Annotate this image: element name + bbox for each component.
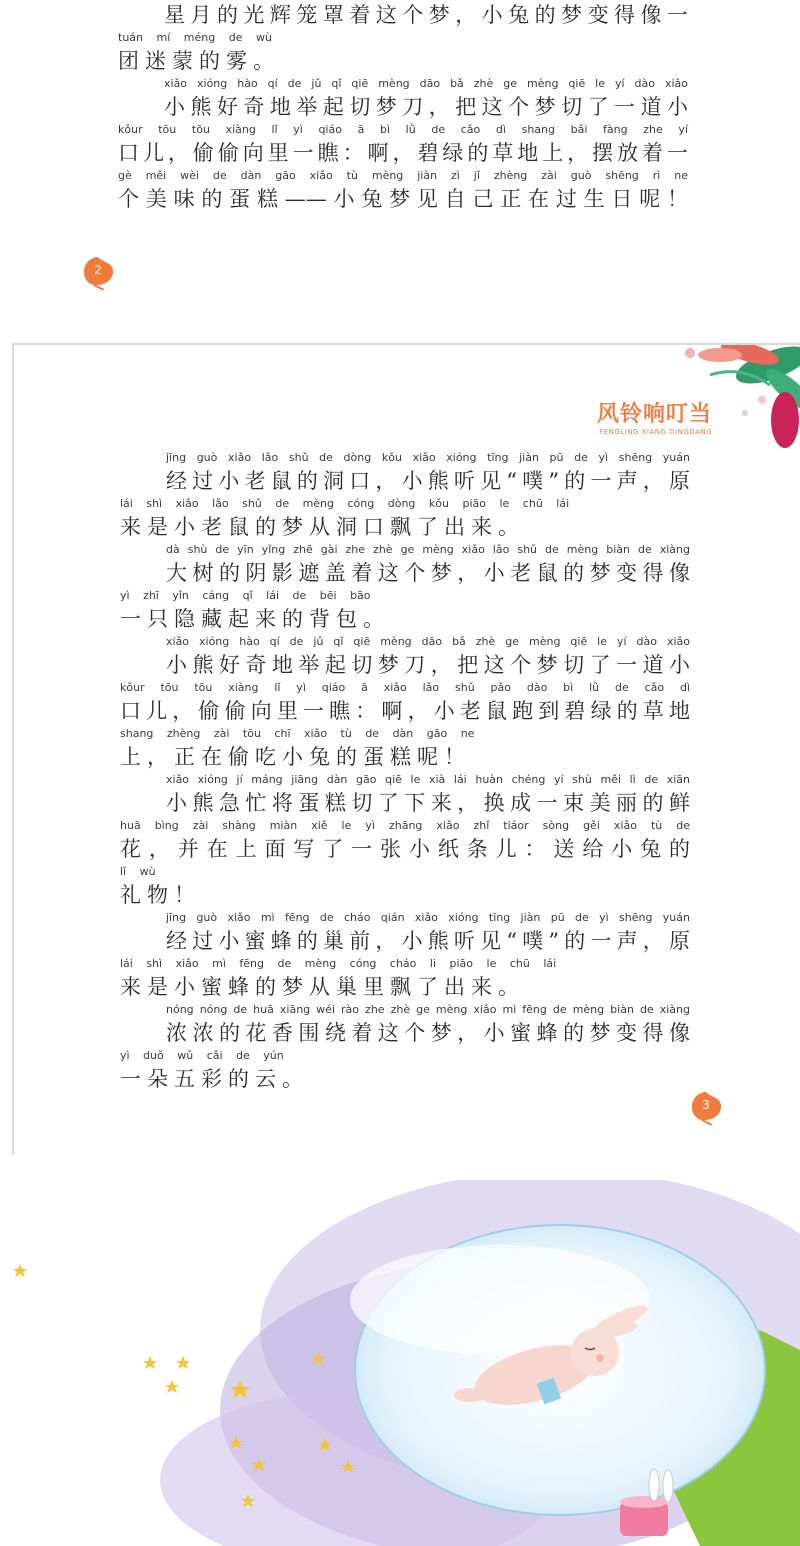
hanzi-line: 口儿，偷偷向里一瞧：啊，小老鼠跑到碧绿的草地 [120, 699, 690, 723]
pinyin-line: xiǎo xióng jí máng jiāng dàn gāo qiē le xià lái huàn chéng yí shù měi lì de xiān [166, 773, 690, 786]
page-4-illustration [0, 1180, 800, 1546]
text-line [120, 679, 690, 725]
pinyin-line: nóng nóng de huā xiāng wéi rào zhe zhè ge mèng xiǎo mì fēng de mèng biàn de xiàng [166, 1003, 690, 1016]
hanzi-line: 浓浓的花香围绕着这个梦，小蜜蜂的梦变得像 [166, 1021, 690, 1045]
text-line [120, 633, 690, 679]
pinyin-line: kǒur tōu tōu xiàng lǐ yì qiáo ā xiǎo lǎo shǔ pǎo dào bì lǜ de cǎo dì [120, 681, 690, 694]
pinyin-line: dà shù de yīn yǐng zhē gài zhe zhè ge mèng xiǎo lǎo shǔ de mèng biàn de xiàng [166, 543, 690, 556]
pinyin-line: huā bìng zài shàng miàn xiě le yì zhāng xiǎo zhǐ tiáor sòng gěi xiǎo tù de [120, 819, 690, 832]
brand-title: 风铃响叮当 [596, 402, 712, 427]
text-line [120, 541, 690, 587]
hanzi-line: 团迷蒙的雾。 [118, 49, 280, 73]
hanzi-line: 小熊好奇地举起切梦刀，把这个梦切了一道小 [166, 653, 690, 677]
pinyin-line: xiǎo xióng hào qí de jǔ qǐ qiē mèng dāo bǎ zhè ge mèng qiē le yí dào xiǎo [164, 77, 688, 90]
pinyin-line: lǐ wù [120, 865, 156, 878]
brand-logo [597, 397, 712, 436]
text-line [120, 1047, 690, 1093]
page-number: 3 [702, 1098, 710, 1112]
hanzi-line: 上，正在偷吃小兔的蛋糕呢！ [120, 745, 471, 769]
pinyin-line: yì zhī yǐn cáng qǐ lái de bēi bāo [120, 589, 371, 602]
hanzi-line: 来是小蜜蜂的梦从巢里飘了出来。 [120, 975, 525, 999]
pinyin-line: lái shì xiǎo mì fēng de mèng cóng cháo li piāo le chū lái [120, 957, 557, 970]
text-line [120, 955, 690, 1001]
page-3-text [120, 449, 690, 1093]
page-number: 2 [94, 263, 102, 277]
text-line [118, 121, 688, 167]
pinyin-line: gè měi wèi de dàn gāo xiǎo tù mèng jiàn zì jǐ zhèng zài guò shēng rì ne [118, 169, 688, 182]
page-number-leaf [688, 1089, 724, 1125]
hanzi-line: 星月的光辉笼罩着这个梦，小兔的梦变得像一 [164, 3, 688, 27]
hanzi-line: 一只隐藏起来的背包。 [120, 607, 390, 631]
text-line [118, 167, 688, 213]
pinyin-line: shang zhèng zài tōu chī xiǎo tù de dàn gāo ne [120, 727, 475, 740]
page-2 [0, 0, 800, 318]
hanzi-line: 经过小蜜蜂的巢前，小熊听见“噗”的一声，原 [166, 929, 690, 953]
hanzi-line: 小熊急忙将蛋糕切了下来，换成一束美丽的鲜 [166, 791, 690, 815]
hanzi-line: 花，并在上面写了一张小纸条儿：送给小兔的 [120, 837, 690, 861]
sleeping-bunny-illustration [0, 1180, 800, 1546]
text-line [120, 587, 690, 633]
text-line [120, 771, 690, 817]
pinyin-line: xiǎo xióng hào qí de jǔ qǐ qiē mèng dāo bǎ zhè ge mèng qiē le yí dào xiǎo [166, 635, 690, 648]
text-line [120, 863, 690, 909]
text-line [120, 449, 690, 495]
text-line [118, 29, 688, 75]
text-line [120, 817, 690, 863]
page-2-text [118, 0, 688, 213]
hanzi-line: 来是小老鼠的梦从洞口飘了出来。 [120, 515, 525, 539]
pinyin-line: yì duǒ wǔ cǎi de yún [120, 1049, 284, 1062]
text-line [120, 495, 690, 541]
text-line [120, 725, 690, 771]
page-number-leaf [80, 254, 116, 290]
pinyin-line: kǒur tōu tōu xiàng lǐ yì qiáo ā bì lǜ de cǎo dì shang bǎi fàng zhe yí [118, 123, 688, 136]
hanzi-line: 个美味的蛋糕——小兔梦见自己正在过生日呢！ [118, 187, 688, 211]
page-3 [12, 343, 800, 1155]
hanzi-line: 口儿，偷偷向里一瞧：啊，碧绿的草地上，摆放着一 [118, 141, 688, 165]
hanzi-line: 小熊好奇地举起切梦刀，把这个梦切了一道小 [164, 95, 688, 119]
pinyin-line: jīng guò xiǎo lǎo shǔ de dòng kǒu xiǎo xióng tīng jiàn pū de yì shēng yuán [166, 451, 690, 464]
text-line [120, 909, 690, 955]
hanzi-line: 大树的阴影遮盖着这个梦，小老鼠的梦变得像 [166, 561, 690, 585]
pinyin-line: lái shì xiǎo lǎo shǔ de mèng cóng dòng kǒu piāo le chū lái [120, 497, 570, 510]
text-line [118, 75, 688, 121]
brand-subtitle: FENGLING XIANG DINGDANG [599, 428, 712, 436]
text-line [118, 0, 688, 29]
hanzi-line: 礼物！ [120, 883, 201, 907]
pinyin-line: tuán mí méng de wù [118, 31, 272, 44]
hanzi-line: 一朵五彩的云。 [120, 1067, 309, 1091]
pinyin-line: jīng guò xiǎo mì fēng de cháo qián xiǎo xióng tīng jiàn pū de yì shēng yuán [166, 911, 690, 924]
text-line [120, 1001, 690, 1047]
hanzi-line: 经过小老鼠的洞口，小熊听见“噗”的一声，原 [166, 469, 690, 493]
